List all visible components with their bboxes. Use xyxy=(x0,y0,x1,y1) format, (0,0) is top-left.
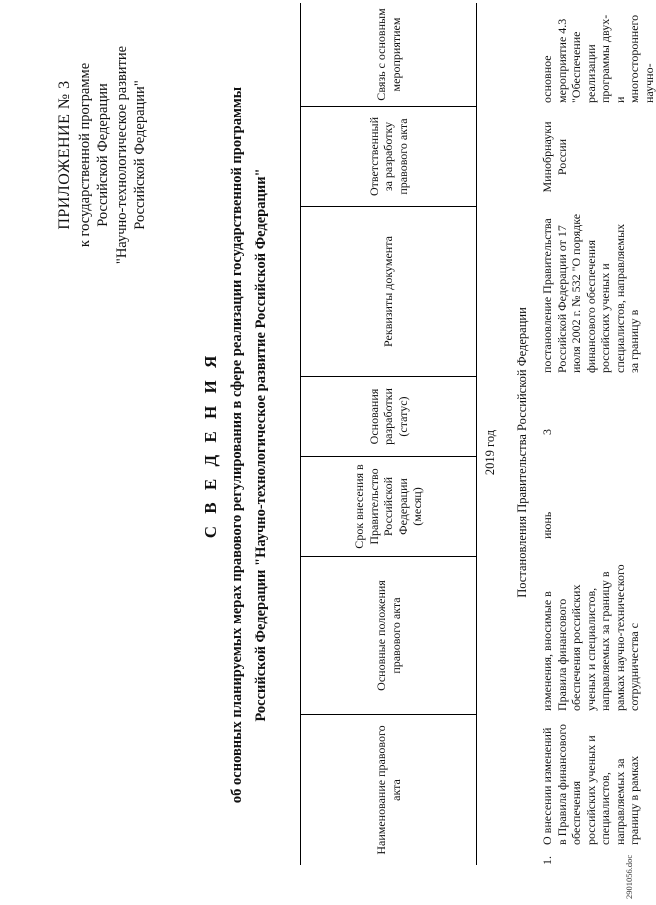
row-requisites: постановление Правительства Российской Федерации от 17 июля 2002 г. № 532 "О порядке финансового обеспечения российских ученых и специалистов, направляемых за границу в xyxy=(540,213,641,373)
column-header-responsible: Ответственный за разработку правового акта xyxy=(301,107,476,207)
appendix-line: "Научно-технологическое развитие xyxy=(113,45,130,265)
appendix-block xyxy=(56,20,150,290)
table-header xyxy=(300,3,477,865)
footer-filename: 2901056.doc xyxy=(624,854,634,899)
column-header-deadline: Срок внесения в Правительство Российской Федерации (месяц) xyxy=(301,457,476,557)
row-responsible: Минобрнауки России xyxy=(540,121,569,193)
appendix-title: ПРИЛОЖЕНИЕ № 3 xyxy=(56,80,73,230)
row-link: основное мероприятие 4.3 "Обеспечение реализации программы двух- и многостороннего научно- xyxy=(540,14,656,103)
column-header-requisites: Реквизиты документа xyxy=(301,207,476,377)
column-header-link: Связь с основным мероприятием xyxy=(301,3,476,107)
row-deadline: июнь xyxy=(540,511,554,539)
document-subtitle: об основных планируемых мерах правового регулирования в сфере реализации государственной программы xyxy=(229,86,245,804)
document-heading xyxy=(200,65,270,825)
table-row xyxy=(540,3,656,865)
row-provisions: изменения, вносимые в Правила финансового обеспечения российских ученых и специалистов, направляемых за границу в рамках научно-технического сотрудничества с xyxy=(540,564,641,711)
document-title: С В Е Д Е Н И Я xyxy=(201,351,220,539)
column-header-name: Наименование правового акта xyxy=(374,725,403,855)
column-header-basis: Основания разработки (статус) xyxy=(301,377,476,457)
section-label: Постановления Правительства Российской Федерации xyxy=(515,307,529,598)
row-basis: 3 xyxy=(540,429,554,435)
row-name: О внесении изменений в Правила финансового обеспечения российских ученых и специалистов, направляемых за границу в рамках xyxy=(540,724,641,845)
appendix-line: к государственной программе xyxy=(76,62,93,248)
document-subtitle: Российской Федерации "Научно-технологическое развитие Российской Федерации" xyxy=(253,168,269,722)
year-label: 2019 год xyxy=(483,429,497,476)
appendix-line: Российской Федерации" xyxy=(132,80,148,230)
appendix-line: Российской Федерации xyxy=(95,83,111,227)
row-number: 1. xyxy=(540,856,554,865)
column-header-provisions: Основные положения правового акта xyxy=(301,557,476,715)
